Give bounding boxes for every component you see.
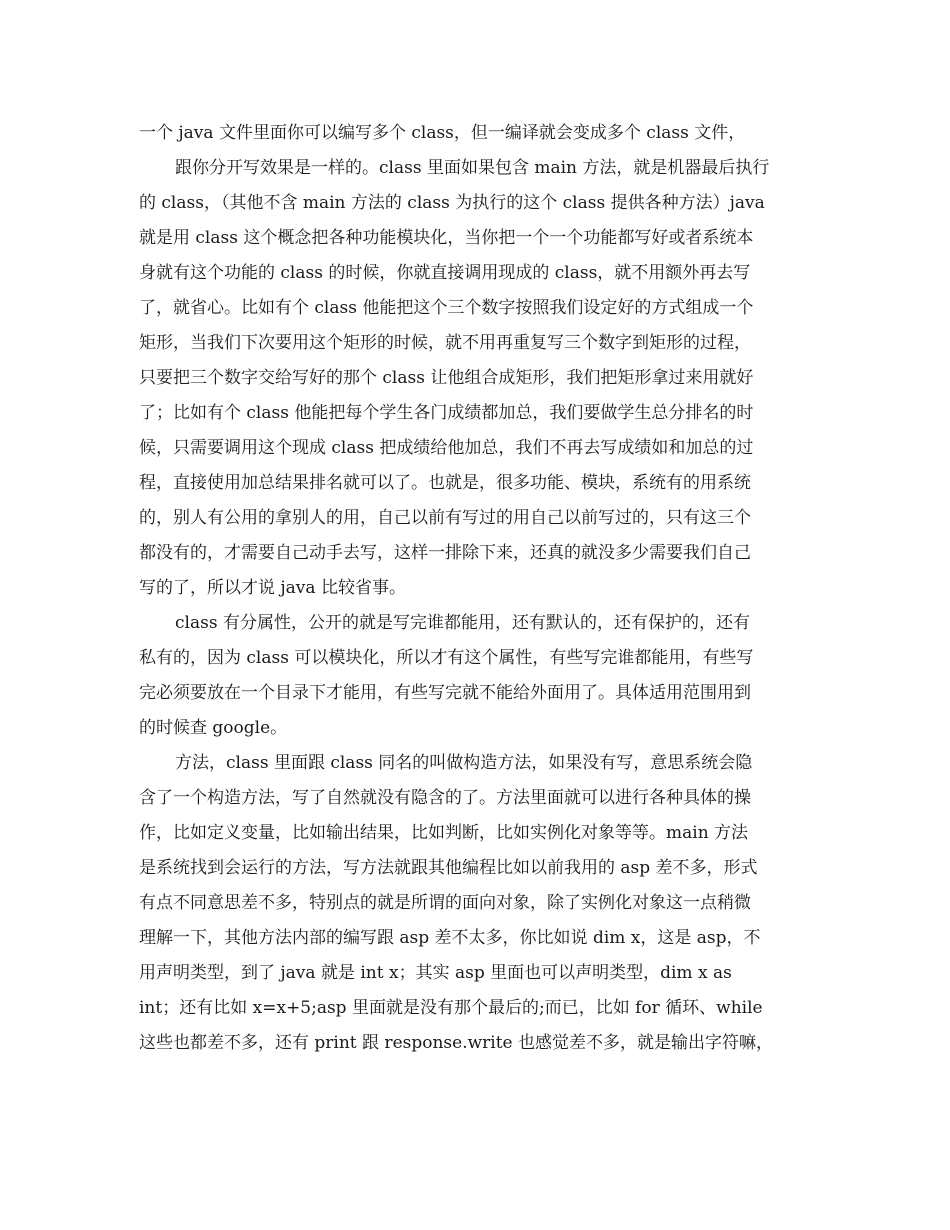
paragraph-3 xyxy=(139,606,824,746)
text-line: 完必须要放在一个目录下才能用，有些写完就不能给外面用了。具体适用范围用到 xyxy=(139,683,751,703)
text-line: 方法，class 里面跟 class 同名的叫做构造方法，如果没有写，意思系统会隐 xyxy=(175,753,753,773)
text-line: int；还有比如 x=x+5;asp 里面就是没有那个最后的;而已，比如 for 循环、while xyxy=(139,998,763,1018)
text-line: 写的了，所以才说 java 比较省事。 xyxy=(139,578,406,598)
text-line: 了，就省心。比如有个 class 他能把这个三个数字按照我们设定好的方式组成一个 xyxy=(139,298,754,318)
text-line: 的 class，（其他不含 main 方法的 class 为执行的这个 class 提供各种方法）java xyxy=(139,193,765,213)
text-line: 了；比如有个 class 他能把每个学生各门成绩都加总，我们要做学生总分排名的时 xyxy=(139,403,754,423)
text-line: 的，别人有公用的拿别人的用，自己以前有写过的用自己以前写过的，只有这三个 xyxy=(139,508,751,528)
text-line: 是系统找到会运行的方法，写方法就跟其他编程比如以前我用的 asp 差不多，形式 xyxy=(139,858,758,878)
document-body xyxy=(139,116,824,1061)
text-line: 私有的，因为 class 可以模块化，所以才有这个属性，有些写完谁都能用，有些写 xyxy=(139,648,754,668)
text-line: 身就有这个功能的 class 的时候，你就直接调用现成的 class，就不用额外再去写 xyxy=(139,263,751,283)
text-line: 矩形，当我们下次要用这个矩形的时候，就不用再重复写三个数字到矩形的过程， xyxy=(139,333,751,353)
text-line: 这些也都差不多，还有 print 跟 response.write 也感觉差不多，就是输出字符嘛， xyxy=(139,1033,774,1053)
text-line: 程，直接使用加总结果排名就可以了。也就是，很多功能、模块，系统有的用系统 xyxy=(139,473,751,493)
text-line: 一个 java 文件里面你可以编写多个 class，但一编译就会变成多个 class 文件， xyxy=(139,123,746,143)
text-line: 都没有的，才需要自己动手去写，这样一排除下来，还真的就没多少需要我们自己 xyxy=(139,543,751,563)
text-line: 含了一个构造方法，写了自然就没有隐含的了。方法里面就可以进行各种具体的操 xyxy=(139,788,751,808)
text-line: 的时候查 google。 xyxy=(139,718,288,738)
text-line: 候，只需要调用这个现成 class 把成绩给他加总，我们不再去写成绩如和加总的过 xyxy=(139,438,754,458)
paragraph-1 xyxy=(139,116,824,151)
text-line: 作，比如定义变量，比如输出结果，比如判断，比如实例化对象等等。main 方法 xyxy=(139,823,749,843)
text-line: 跟你分开写效果是一样的。class 里面如果包含 main 方法，就是机器最后执行 xyxy=(175,158,770,178)
paragraph-4 xyxy=(139,746,824,1061)
paragraph-2 xyxy=(139,151,824,606)
text-line: 只要把三个数字交给写好的那个 class 让他组合成矩形，我们把矩形拿过来用就好 xyxy=(139,368,754,388)
text-line: 理解一下，其他方法内部的编写跟 asp 差不太多，你比如说 dim x，这是 asp，不 xyxy=(139,928,761,948)
text-line: class 有分属性，公开的就是写完谁都能用，还有默认的，还有保护的，还有 xyxy=(175,613,750,633)
text-line: 用声明类型，到了 java 就是 int x；其实 asp 里面也可以声明类型，dim x as xyxy=(139,963,732,983)
text-line: 有点不同意思差不多，特别点的就是所谓的面向对象，除了实例化对象这一点稍微 xyxy=(139,893,751,913)
text-line: 就是用 class 这个概念把各种功能模块化，当你把一个一个功能都写好或者系统本 xyxy=(139,228,754,248)
